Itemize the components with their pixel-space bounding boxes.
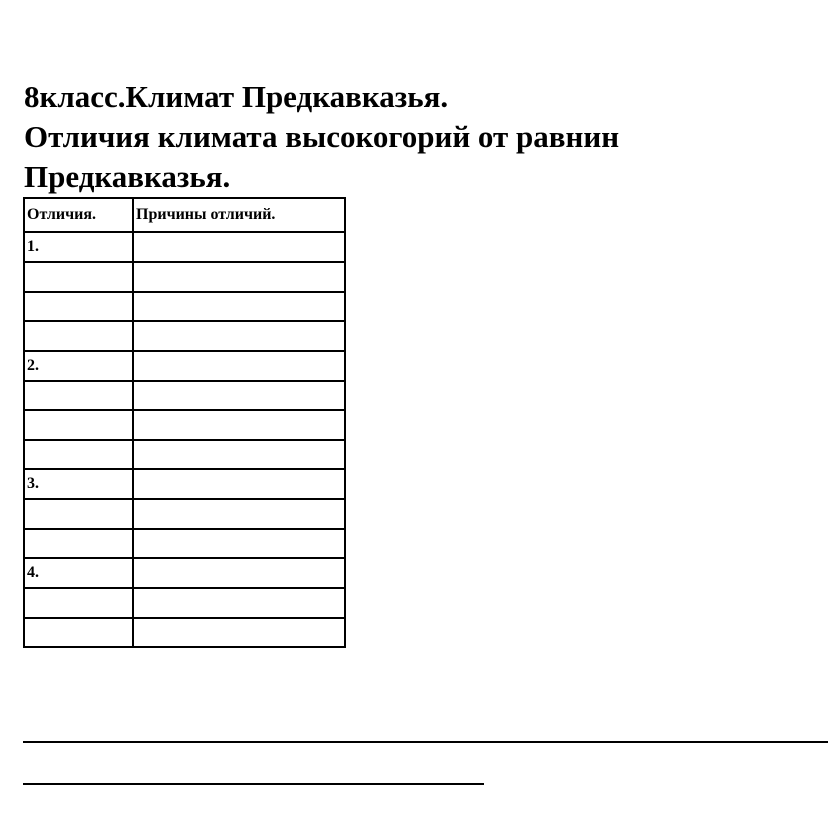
- difference-cell: 3.: [24, 469, 133, 499]
- table-row: [24, 469, 345, 499]
- reason-cell: [133, 410, 345, 440]
- table-row: [24, 351, 345, 381]
- table-row: [24, 558, 345, 588]
- title-line-2: Отличия климата высокогорий от равнин: [24, 119, 620, 154]
- header-differences: Отличия.: [24, 198, 133, 232]
- difference-cell: [24, 440, 133, 470]
- reason-cell: [133, 381, 345, 411]
- table-row: [24, 321, 345, 351]
- table-row: [24, 410, 345, 440]
- difference-cell: [24, 618, 133, 648]
- reason-cell: [133, 588, 345, 618]
- table-row: [24, 529, 345, 559]
- reason-cell: [133, 292, 345, 322]
- reason-cell: [133, 232, 345, 262]
- difference-cell: 1.: [24, 232, 133, 262]
- reason-cell: [133, 321, 345, 351]
- reason-cell: [133, 529, 345, 559]
- table-row: [24, 262, 345, 292]
- difference-cell: [24, 529, 133, 559]
- difference-cell: [24, 410, 133, 440]
- header-reasons: Причины отличий.: [133, 198, 345, 232]
- difference-cell: 2.: [24, 351, 133, 381]
- reason-cell: [133, 262, 345, 292]
- table-row: [24, 588, 345, 618]
- worksheet-table: [23, 197, 346, 648]
- reason-cell: [133, 469, 345, 499]
- answer-line: [23, 783, 484, 785]
- reason-cell: [133, 618, 345, 648]
- difference-cell: 4.: [24, 558, 133, 588]
- page-title: [24, 77, 814, 197]
- table-row: [24, 618, 345, 648]
- table-row: [24, 232, 345, 262]
- difference-cell: [24, 292, 133, 322]
- table-row: [24, 381, 345, 411]
- title-line-3: Предкавказья.: [24, 159, 231, 194]
- difference-cell: [24, 321, 133, 351]
- difference-cell: [24, 499, 133, 529]
- reason-cell: [133, 558, 345, 588]
- difference-cell: [24, 381, 133, 411]
- difference-cell: [24, 262, 133, 292]
- reason-cell: [133, 351, 345, 381]
- table-row: [24, 292, 345, 322]
- difference-cell: [24, 588, 133, 618]
- reason-cell: [133, 440, 345, 470]
- title-line-1: 8класс.Климат Предкавказья.: [24, 79, 449, 114]
- answer-line: [23, 741, 828, 743]
- table-row: [24, 440, 345, 470]
- reason-cell: [133, 499, 345, 529]
- table-header-row: [24, 198, 345, 232]
- table-row: [24, 499, 345, 529]
